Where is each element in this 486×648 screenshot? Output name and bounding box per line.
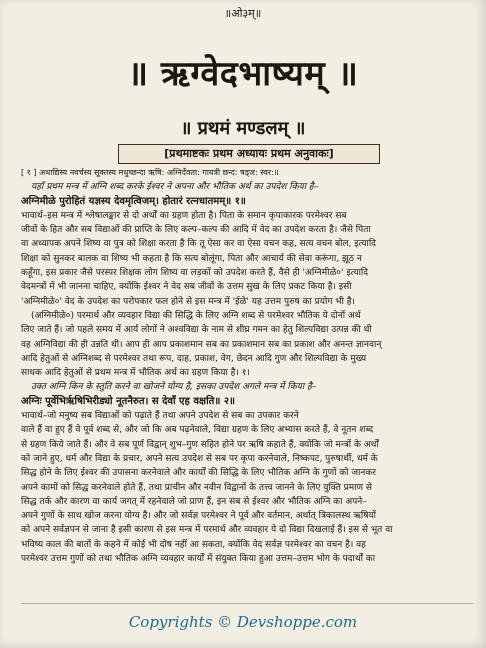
- paragraph-line: सिद्ध होने के लिए ईश्वर की उपासना करनेवाले और कार्यों की सिद्धि के लिए भौतिक अग्नि के गुणों को जानकर: [21, 468, 376, 479]
- verse-intro: [ १ ] अथाद्यिस्य नवर्चस्य सूक्तस्य मधुच्छन्दा ऋषि: अग्निर्देवता: गायत्री छन्द: षड्ज: स्वर:॥: [21, 168, 279, 177]
- paragraph-line: भविष्य काल की बातों के कहने में कोई भी दोष नहीं आ सकता, क्योंकि वेद सर्वज्ञ परमेश्वर का वचन है। वह: [21, 539, 366, 550]
- paragraph-line: वेदमन्त्रों में भी जानना चाहिए, क्योंकि ईश्वर ने वेद सब जीवों के उत्तम सुख के लिए प्रकट किया है। इसी: [21, 282, 352, 293]
- paragraph-line: जीवों के हित और सब विद्याओं की प्राप्ति के लिए कल्प–कल्प की आदि में वेद का उपदेश करता है। जैसे पिता: [21, 225, 371, 236]
- copyright-watermark: Copyrights © Devshoppe.com: [128, 613, 358, 631]
- mantra-1: अग्निमीळे पुरोहितं यज्ञस्य देवमृत्विजम्। होतारं रत्नधातमम्॥ १॥: [21, 195, 246, 207]
- om-heading: ॥ओ३म्॥: [224, 7, 262, 20]
- mantra-intro: उक्त अग्नि किन के स्तुति करने वा खोजने योग्य है, इसका उपदेश अगले मन्त्र में किया है–: [31, 382, 317, 393]
- paragraph-line: लिए जाते हैं। जो पहले समय में आर्य लोगों ने अश्वविद्या के नाम से शीघ्र गमन का हेतु शिल्पविद्या उत्पन्न की थी: [21, 325, 372, 336]
- paragraph-line: सिद्ध तर्क और कारण वा कार्य जगत् में रहनेवाले जो प्राण हैं, इन सब से ईश्वर और भौतिक अग्नि का अपने–: [21, 496, 367, 507]
- mantra-2: अग्निः पूर्वेभिर्ऋषिभिरीड्यो नूतनैरुत। स देवाँ एह वक्षति॥ २॥: [21, 395, 236, 407]
- paragraph-line: साधक आदि हेतुओं से प्रथम मन्त्र में भौतिक अर्थ का ग्रहण किया है। १।: [21, 368, 250, 379]
- paragraph-line: को अपने सर्वज्ञपन से जाना है इसी कारण से इस मन्त्र में परमार्थ और व्यवहार ये दो विद्या दिखलाई हैं। इस से भूत वा: [21, 525, 393, 536]
- mantra-intro: यहाँ प्रथम मन्त्र में अग्नि शब्द करके ईश्वर ने अपना और भौतिक अर्थ का उपदेश किया है–: [31, 182, 319, 193]
- paragraph-line: वाले हैं वा हुए हैं वे पूर्व शब्द से, और जो कि अब पढ़नेवाले, विद्या ग्रहण के लिए अभ्यास करते हैं, वे नूतन शब्द: [21, 425, 374, 436]
- paragraph-line: वा अध्यापक अपने शिष्य वा पुत्र को शिक्षा करता है कि तू ऐसा कर वा ऐसा वचन कह, सत्य वचन बोल, इत्यादि: [21, 239, 376, 250]
- paragraph-line: कहूँगा, इस प्रकार जैसे परस्पर शिक्षक लोग शिष्य वा लड़कों को उपदेश करते हैं, वैसे ही 'अग्निमीळे०' इत्यादि: [21, 268, 369, 279]
- paragraph-line: से ग्रहण किये जाते हैं। और वे सब पूर्ण विद्वान् शुभ–गुण सहित होने पर ऋषि कहाते हैं, क्योंकि जो मन्त्रों के अर्थों: [21, 439, 379, 450]
- paragraph-line: 'अग्निमीळे०' वेद के उपदेश का परोपकार फल होने से इस मन्त्र में 'ईळे' यह उत्तम पुरुष का प्रयोग भी है।: [21, 296, 355, 307]
- paragraph-line: को जाने हुए, धर्म और विद्या के प्रचार, अपने सत्य उपदेश से सब पर कृपा करनेवाले, निष्कपट, पुरुषार्थी, धर्म के: [21, 453, 378, 464]
- paragraph-line: परमेश्वर उत्तम गुणों को तथा भौतिक अग्नि व्यवहार कार्यों में संयुक्त किया हुआ उत्तम–उत्तम भोग के पदार्थों का: [21, 554, 376, 565]
- paragraph-line: अपने गुणों के साथ खोज करना योग्य है। और जो सर्वज्ञ परमेश्वर ने पूर्व और वर्तमान, अर्थात् त्रिकालस्थ ऋषियों: [21, 511, 376, 522]
- section-title: ॥ प्रथमं मण्डलम् ॥: [180, 118, 306, 139]
- paragraph-line: आदि हेतुओं से अग्निशब्द से परमेश्वर तथा रूप, दाह, प्रकाश, वेग, छेदन आदि गुण और शिल्पविद्या के मुख्य: [21, 353, 367, 364]
- paragraph-line: भावार्थ–जो मनुष्य सब विद्याओं को पढ़ाते हैं तथा अपने उपदेश से सब का उपकार करने: [21, 411, 299, 422]
- chapter-box: [प्रथमाष्टकः प्रथम अध्यायः प्रथम अनुवाकः]: [118, 144, 380, 164]
- paragraph-line: वह अग्निविद्या की ही उन्नति थी। आप ही आप प्रकाशमान सब का प्रकाशमान सब का प्रकाश और अनन्त ज्ञानवान्: [21, 339, 382, 350]
- paragraph-line: अपने कामों को सिद्ध करनेवाले होते हैं, तथा प्राचीन और नवीन विद्वानों के तत्त्व जानने के लिए युक्ति प्रमाण से: [21, 482, 372, 493]
- paragraph-line: शिक्षा को सुनकर बालक वा शिष्य भी कहता है कि सत्य बोलूंगा, पिता और आचार्य की सेवा करूंगा, झूठ न: [21, 253, 362, 264]
- paragraph-line: (अग्निमीळे०) परमार्थ और व्यवहार विद्या की सिद्धि के लिए अग्नि शब्द से परमेश्वर भौतिक ये दोनों अर्थ: [31, 310, 361, 321]
- commentary-body: [21, 166, 473, 566]
- book-title: ॥ ऋग्वेदभाष्यम् ॥: [127, 54, 359, 94]
- paragraph-line: भावार्थ–इस मन्त्र में श्लेषालङ्कार से दो अर्थों का ग्रहण होता है। पिता के समान कृपाकारक परमेश्वर सब: [21, 210, 347, 221]
- divider: [21, 603, 473, 604]
